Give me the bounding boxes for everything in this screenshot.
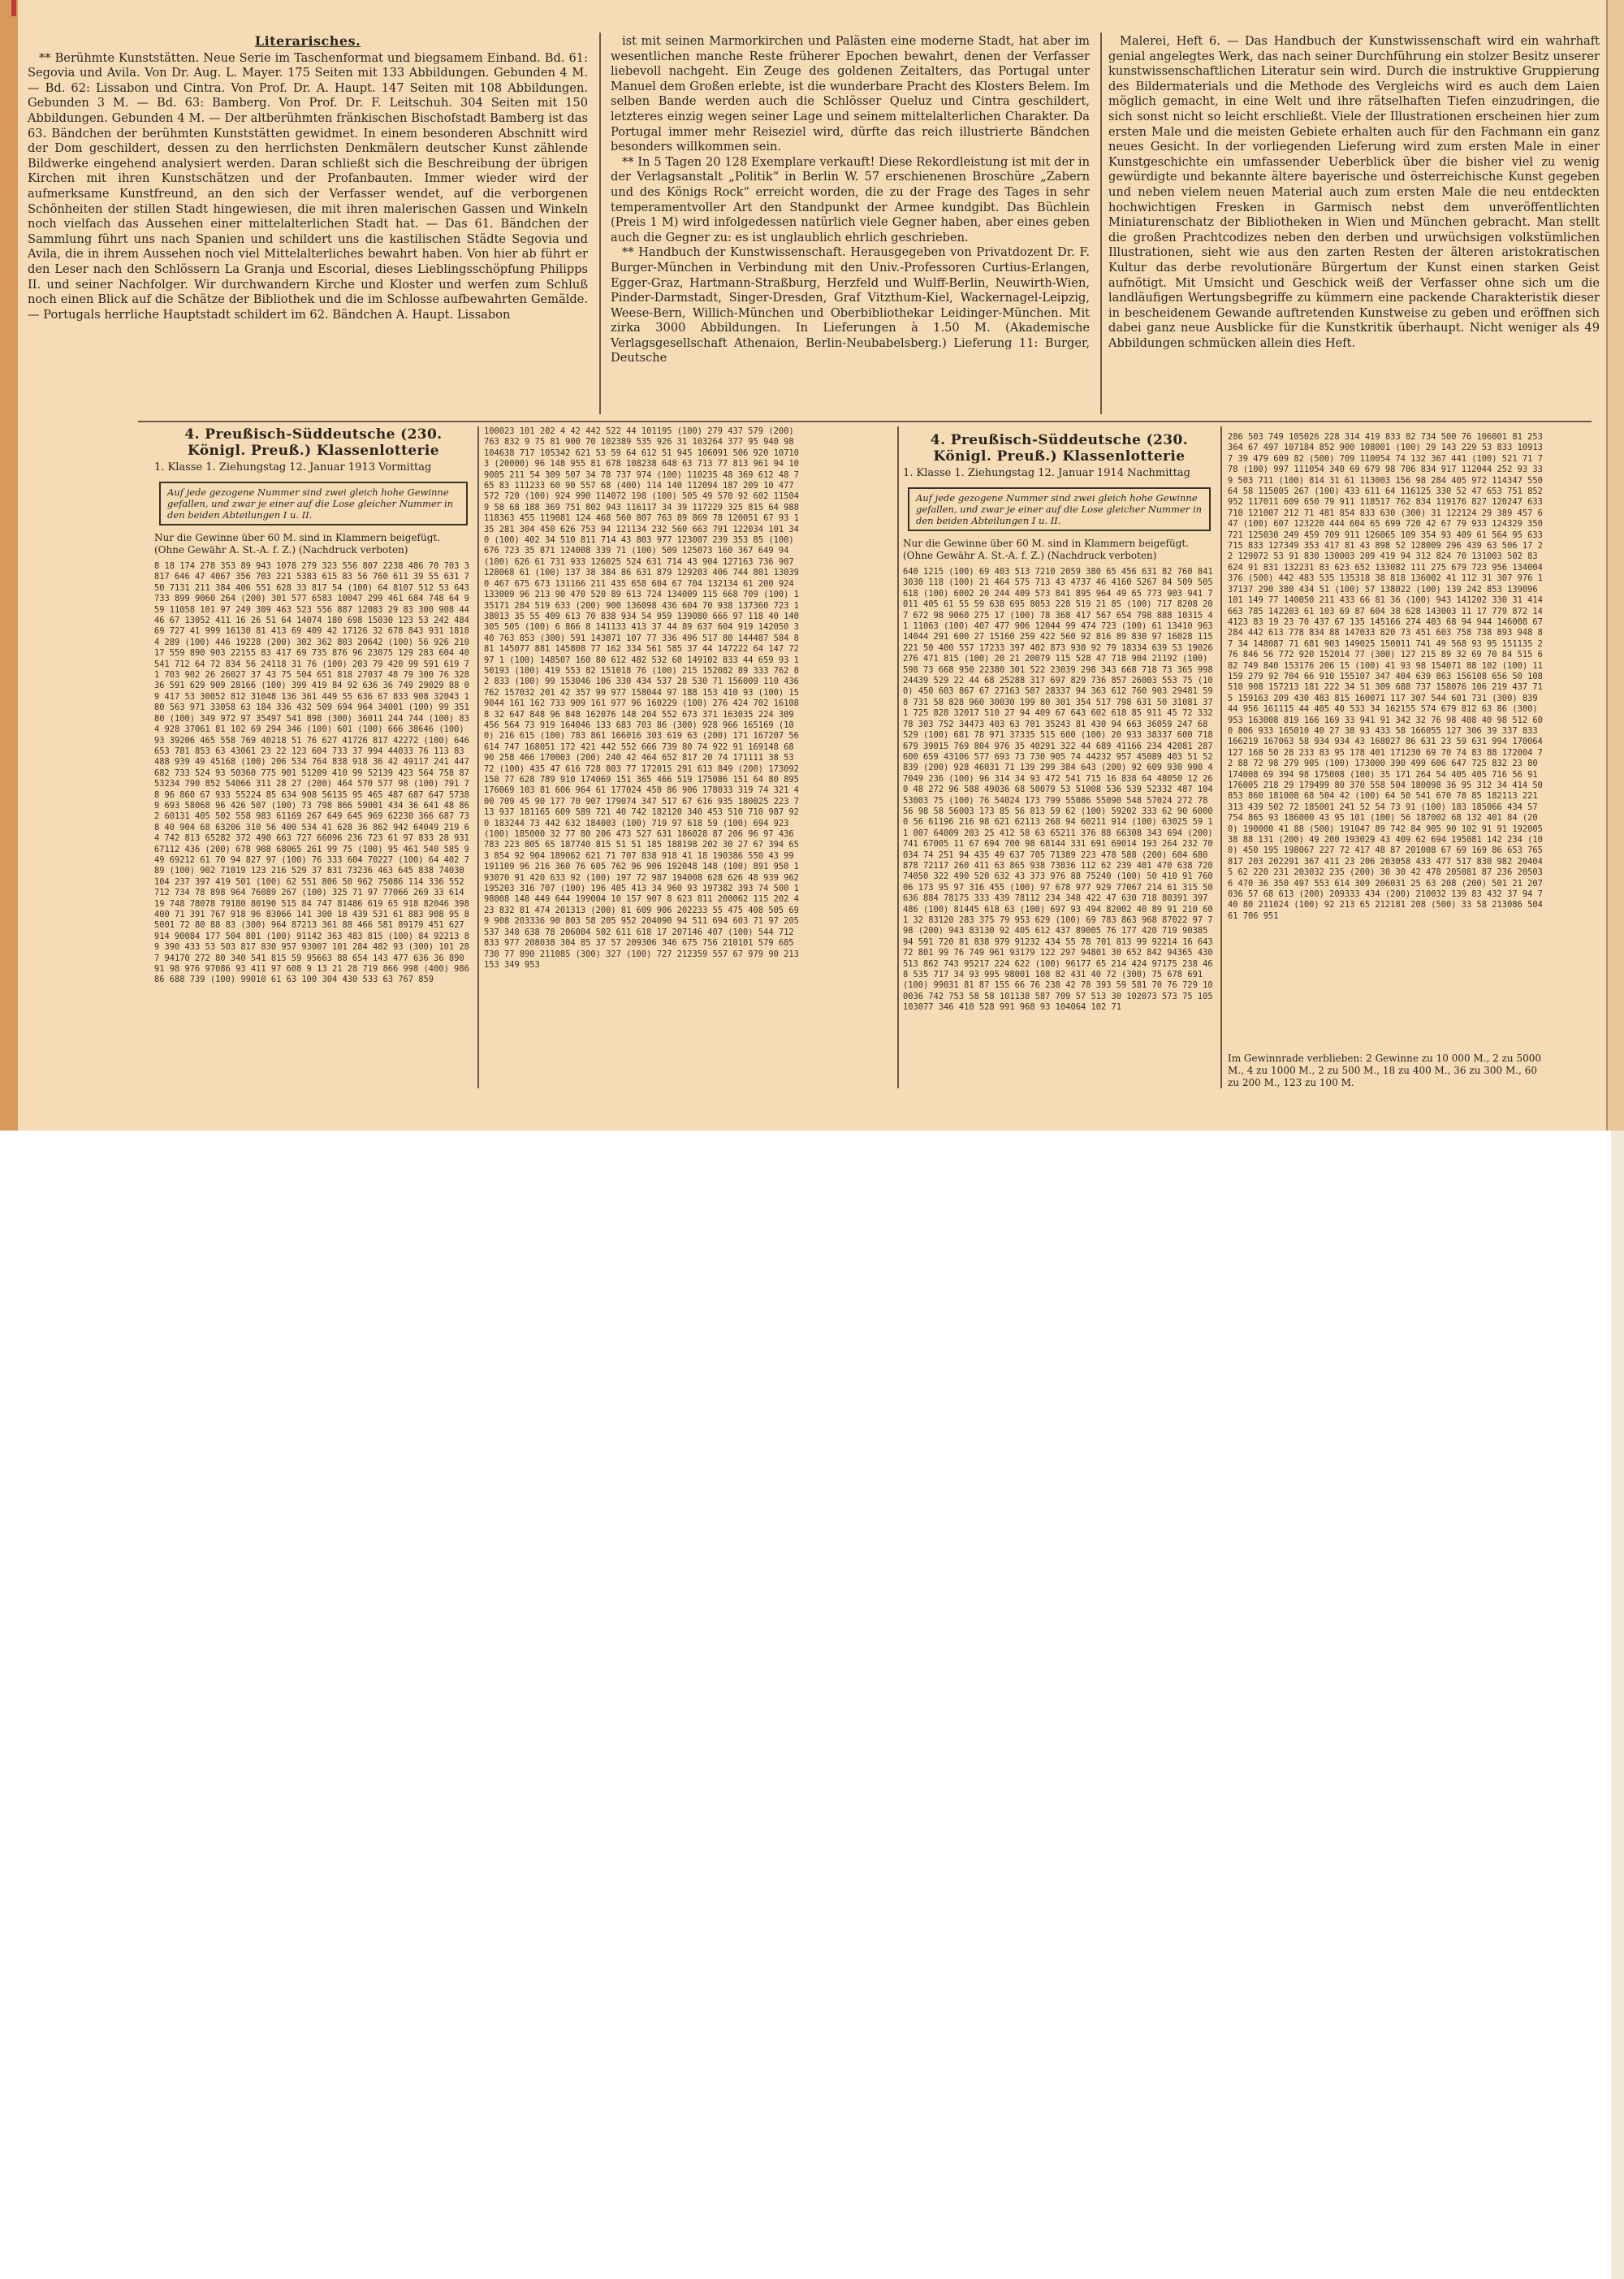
lottery-numbers: 640 1215 (100) 69 403 513 7210 2059 380 65 456 631 82 760 841 3030 118 (100) 21 464 575 713 43 4737 46 4160 5267 84 509 505 618 (100) 6002 20 244 409 573 841 895 964 49 65 773 903 941 7011 405 61 55 59 638 695 8053 228 519 21 85 (100) 717 8208 207 672 98 9060 275 17 (100) 78 368 417 567 654 798 888 10315 41 11063 (100) 407 477 906 12044 99 474 723 (100) 61 13410 963 14044 291 600 27 15160 259 422 560 92 816 89 830 97 16028 115 221 50 400 557 17233 397 402 873 930 92 79 18334 639 53 19026 276 471 815 (100) 20 21 20079 115 528 47 718 904 21192 (100) 598 73 668 950 22380 301 522 23039 298 343 668 718 73 365 998 24439 529 22 44 68 25288 317 697 829 736 857 26003 553 75 (100) 450 603 867 67 27163 507 28337 94 363 612 760 903 29481 598 731 58 828 960 30030 199 80 301 354 517 798 631 50 31081 371 725 828 32017 510 27 94 409 67 643 602 618 85 911 45 72 33278 303 752 34473 403 63 701 35243 81 430 94 663 36059 247 68 529 (100) 681 78 971 37335 515 600 (100) 20 933 38337 600 718 679 39015 769 804 976 35 40291 322 44 689 41166 234 42081 287 600 659 43106 577 693 73 730 905 74 44232 957 45089 403 51 52 839 (200) 928 46031 71 139 299 384 643 (200) 92 609 930 900 47049 236 (100) 96 314 34 93 472 541 715 16 838 64 48050 12 260 48 272 96 588 49036 68 50079 53 51008 536 539 52332 487 104 53003 75 (100) 76 54024 173 799 55086 55090 548 57024 272 78 56 98 58 56003 173 85 56 813 59 62 (100) 59202 333 62 90 60000 56 61196 216 98 621 62113 268 94 60211 914 (100) 63025 59 11 007 64009 203 25 412 58 63 65211 376 88 66308 343 694 (200) 741 67005 11 67 694 700 98 68144 331 691 69014 193 264 232 70034 74 251 94 435 49 637 705 71389 223 478 588 (200) 604 680 878 72117 260 411 63 865 938 73036 112 62 239 401 470 638 720 74050 322 490 520 632 43 373 976 88 75240 (100) 50 410 91 76006 173 95 97 316 455 (100) 97 678 977 929 77067 214 61 315 50 636 884 78175 333 439 78112 234 348 422 47 630 718 80391 397 486 (100) 81445 618 63 (100) 697 93 494 82002 40 89 91 210 601 32 83120 283 375 79 953 629 (100) 69 783 863 968 87022 97 798 (200) 943 83130 92 405 612 437 89005 76 177 420 719 90385 94 591 720 81 838 979 91232 434 55 78 701 813 99 92214 16 643 72 801 99 76 749 961 93179 122 297 94801 30 652 842 94365 430 513 862 743 95217 224 622 (100) 96177 65 214 424 97175 238 468 535 717 34 93 995 98001 108 82 431 40 72 (300) 75 678 691 (100) 99031 81 87 155 66 76 238 42 78 393 59 581 70 76 729 100036 742 753 58 58 101138 587 709 57 513 30 102073 573 75 105 103077 346 410 528 991 968 93 104064 102 71 — [903, 567, 1213, 1013]
article-zabern: ** In 5 Tagen 20 128 Exemplare verkauft! Diese Rekordleistung ist mit der in der Verlagsanstalt „Politik“ in Berlin W. 57 erschienenen Broschüre „Zabern und des Königs Rock“ erreicht worden, die zu der Frage des Tages in sehr temperamentvoller Art den Standpunkt der Armee kundgibt. Das Büchlein (Preis 1 M) wird infolgedessen natürlich viele Gegner haben, aber eines geben auch die Gegner zu: es ist unglaublich ehrlich geschrieben. — [611, 154, 1090, 244]
column-divider — [1100, 32, 1102, 414]
column-divider — [599, 32, 601, 414]
lottery-list-left — [154, 426, 473, 1105]
article-handbuch: ** Handbuch der Kunstwissenschaft. Herausgegeben von Privatdozent Dr. F. Burger-München in Verbindung mit den Univ.-Professoren Curtius-Erlangen, Egger-Graz, Hartmann-Straßburg, Herzfeld und Wulff-Berlin, Neuwirth-Wien, Pinder-Darmstadt, Singer-Dresden, Graf Vitzthum-Kiel, Wackernagel-Leipzig, Weese-Bern, Willich-München und Oberbibliothekar Leidinger-München. Mit zirka 3000 Abbildungen. In Lieferungen à 1.50 M. (Akademische Verlagsgesellschaft Athenaion, Berlin-Neubabelsberg.) Lieferung 11: Burger, Deutsche — [611, 245, 1090, 365]
article-column-3 — [1108, 34, 1600, 351]
article-kunststaetten: ** Berühmte Kunststätten. Neue Serie im Taschenformat und biegsamem Einband. Bd. 61: Segovia und Avila. Von Dr. Aug. L. Mayer. 175 Seiten mit 133 Abbildungen. Gebunden 4 M. — Bd. 62: Lissabon und Cintra. Von Prof. Dr. A. Haupt. 147 Seiten mit 108 Abbildungen. Gebunden 3 M. — Bd. 63: Bamberg. Von Prof. Dr. F. Leitschuh. 304 Seiten mit 150 Abbildungen. Gebunden 4 M. — Der altberühmten fränkischen Bischofstadt Bamberg ist das 63. Bändchen der berühmten Kunststätten gewidmet. In einem besonderen Abschnitt wird der Dom geschildert, dessen zu den herrlichsten Denkmälern deutscher Kunst zählende Bildwerke eingehend analysiert werden. Daran schließt sich die Beschreibung der übrigen Kirchen mit ihren Kunstschätzen und der Profanbauten. Immer wieder wird der aufmerksame Kunstfreund, an den sich der Verfasser wendet, auf die verborgenen Schönheiten der stillen Stadt hingewiesen, die mit ihren malerischen Gassen und Winkeln noch vielfach das Aussehen einer mittelalterlichen Stadt hat. — Das 61. Bändchen der Sammlung führt uns nach Spanien und schildert uns die kastilischen Städte Segovia und Avila, die in ihrem Aussehen noch viel Mittelalterliches bewahrt haben. Von hier ab führt er den Leser nach den Schlössern La Granja und Escorial, dieses Lieblingsschöpfung Philipps II. und seiner Nachfolger. Wir durchwandern Kirche und Kloster und werfen zum Schluß noch einen Blick auf die Schätze der Bibliothek und die im Schlosse aufbewahrten Gemälde. — Portugals herrliche Hauptstadt schildert im 62. Bändchen A. Haupt. Lissabon — [28, 50, 588, 322]
column-divider — [477, 426, 479, 1088]
lottery-note: Nur die Gewinne über 60 M. sind in Klammern beigefügt. (Ohne Gewähr A. St.-A. f. Z.) (Nachdruck verboten) — [903, 538, 1190, 561]
lottery-title: 4. Preußisch-Süddeutsche (230. Königl. Preuß.) Klassenlotterie — [184, 426, 443, 459]
lottery-note: Nur die Gewinne über 60 M. sind in Klammern beigefügt. (Ohne Gewähr A. St.-A. f. Z.) (Nachdruck verboten) — [154, 532, 441, 556]
lottery-numbers: 286 503 749 105026 228 314 419 833 82 734 500 76 106001 81 253 364 67 497 107184 852 900 108001 (100) 29 143 229 53 833 109137 39 479 609 82 (500) 709 110054 74 132 367 441 (100) 521 71 778 (100) 997 111054 340 69 679 98 706 834 917 112044 252 93 339 503 711 (100) 814 31 61 113003 156 98 284 405 972 114347 550 64 58 115005 267 (100) 433 611 64 116125 330 52 47 653 751 852 952 117011 609 650 79 911 118517 762 834 119176 827 120247 633 710 121007 212 71 481 854 833 630 (300) 31 122124 29 389 457 647 (100) 607 123220 444 604 65 699 720 42 67 79 933 124329 350 721 125030 249 459 709 911 126065 109 354 93 409 61 564 95 633 715 833 127349 353 417 81 43 898 52 128009 296 439 63 506 17 22 129072 53 91 830 130003 209 419 94 312 824 70 131003 502 83 624 91 831 132231 83 623 652 133082 111 275 679 723 956 134004 376 (500) 442 483 535 135318 38 818 136002 41 112 31 307 976 137137 290 380 434 51 (100) 57 138022 (100) 139 242 853 139096 101 149 77 140050 211 433 66 81 36 (100) 943 141202 330 31 414 663 785 142203 61 103 69 87 604 38 628 143003 11 17 779 872 144123 83 19 23 70 437 67 135 145166 274 403 68 94 944 146008 67 284 442 613 778 834 88 147033 820 73 451 603 758 738 893 948 87 34 148087 71 681 903 149025 150011 741 49 568 93 95 151135 276 846 56 772 920 152014 77 (300) 127 215 89 32 69 70 84 515 682 749 840 153176 206 15 (100) 41 93 98 154071 88 102 (100) 11 159 279 92 704 66 910 155107 347 404 639 863 156108 656 50 108 510 908 157213 181 222 34 51 309 688 737 158076 106 219 437 715 159163 209 430 483 815 160071 117 307 544 601 731 (300) 839 44 956 161115 44 405 40 533 34 162155 574 679 812 63 86 (300) 953 163008 819 166 169 33 941 91 342 32 76 98 408 40 98 512 600 806 933 165010 40 27 38 93 433 58 166055 127 306 39 337 833 166219 167063 58 934 934 43 168027 86 631 23 59 631 994 170064 127 168 50 28 233 83 95 178 401 171230 69 70 74 83 88 172004 72 88 72 98 279 905 (100) 173000 390 499 606 647 725 832 23 80 174008 69 394 98 175008 (100) 35 171 264 54 405 405 716 56 91 176005 218 29 179499 80 370 558 504 180098 36 95 312 34 414 50 853 860 181008 68 504 42 (100) 64 50 541 670 78 85 182113 221 313 439 502 72 185001 241 52 54 73 91 (100) 183 185066 434 57 754 865 93 186000 43 95 101 (100) 56 187002 68 132 401 84 (200) 190000 41 88 (500) 191047 89 742 84 905 90 102 91 91 192005 38 88 131 (200) 49 200 193029 43 409 62 694 195081 142 234 (100) 450 195 198067 227 72 417 48 87 201008 67 69 169 86 653 765 817 203 202291 367 411 23 206 203058 433 477 517 830 982 204045 62 220 231 203032 235 (200) 30 30 42 478 205081 87 236 205036 470 36 350 497 553 614 309 206031 25 63 208 (200) 501 21 207036 57 68 613 (200) 209333 434 (200) 210032 139 83 432 37 94 740 80 211024 (100) 92 213 65 212181 208 (500) 33 58 213086 504 61 706 951 — [1228, 432, 1543, 921]
column-divider — [1220, 426, 1222, 1088]
lottery-subtitle: 1. Klasse 1. Ziehungstag 12. Januar 1913 Vormittag — [154, 461, 432, 474]
article-column-2 — [611, 34, 1090, 366]
section-divider — [138, 421, 1592, 422]
lottery-notice-box: Auf jede gezogene Nummer sind zwei gleich hohe Gewinne gefallen, und zwar je einer auf die Lose gleicher Nummer in den beiden Abteilungen I u. II. — [908, 487, 1211, 531]
lottery-subtitle: 1. Klasse 1. Ziehungstag 12. Januar 1914 Nachmittag — [903, 467, 1190, 479]
clipping-left-edge — [0, 0, 18, 1131]
fold-line — [1606, 0, 1608, 1131]
lottery-list-right — [903, 432, 1216, 1107]
article-column-1 — [28, 34, 588, 322]
lottery-numbers: 8 18 174 278 353 89 943 1078 279 323 556 807 2238 486 70 703 3817 646 47 4067 356 703 221 5383 615 83 56 760 611 39 55 631 750 7131 211 384 406 551 628 33 817 54 (100) 64 8107 512 53 643 733 899 9060 264 (200) 301 577 6583 10047 299 461 684 748 64 959 11058 101 97 249 309 463 523 556 887 12083 29 83 300 908 44 46 67 13052 411 16 26 51 64 14074 180 698 15030 123 53 242 484 69 727 41 999 16130 81 413 69 409 42 17126 32 678 843 931 18184 289 (100) 446 19228 (200) 302 362 803 20642 (100) 56 926 21017 559 890 903 22155 83 417 69 735 876 96 23075 129 283 604 40 541 712 64 72 834 56 24118 31 76 (100) 203 79 420 99 591 619 71 703 902 26 26027 37 43 75 504 651 818 27037 48 79 300 76 328 36 591 629 909 28166 (100) 399 419 84 92 636 36 749 29029 88 09 417 53 30052 812 31048 136 361 449 55 636 67 833 908 32043 180 563 971 33058 63 184 336 432 509 694 964 34001 (100) 99 35180 (100) 349 972 97 35497 541 898 (300) 36011 244 744 (100) 834 928 37061 81 102 69 294 346 (100) 601 (100) 666 38646 (100) 93 39206 465 558 769 40218 51 76 627 41726 817 42272 (100) 646 653 781 853 63 43061 23 22 123 604 733 37 994 44033 76 113 83 488 939 49 45168 (100) 206 534 764 838 918 36 42 49117 241 447 682 733 524 93 50360 775 901 51209 410 99 52139 423 564 758 87 53234 790 852 54066 311 28 27 (200) 464 570 577 98 (100) 791 78 96 860 67 933 55224 85 634 908 56135 95 465 487 687 647 57389 693 58068 96 426 507 (100) 73 798 866 59001 434 36 641 48 862 60131 405 502 558 983 61169 267 649 645 969 62230 366 687 738 40 904 68 63206 310 56 400 534 41 628 36 862 942 64049 219 64 742 813 65282 372 490 663 727 66096 236 723 61 97 833 28 931 67112 436 (200) 678 908 68065 261 99 75 (100) 95 461 540 585 949 69212 61 70 94 827 97 (100) 76 333 604 70227 (100) 64 402 789 (100) 902 71019 123 216 529 37 831 73236 463 645 838 74030 104 237 397 419 501 (100) 62 551 806 50 962 75086 114 336 552 712 734 78 898 964 76089 267 (100) 325 71 97 77066 269 33 614 19 748 78078 79180 80190 515 84 747 81486 619 65 918 82046 398 400 71 391 767 918 96 83066 141 300 18 439 531 61 883 908 95 85001 72 80 88 83 (300) 964 87213 361 88 466 581 89179 451 627 914 90084 177 504 801 (100) 91142 363 483 815 (100) 84 92213 89 390 433 53 503 817 830 957 93007 101 284 482 93 (300) 101 287 94170 272 80 340 541 815 59 95663 88 654 143 477 636 36 890 91 98 976 97086 93 411 97 608 9 13 21 28 719 866 998 (400) 98686 688 739 (100) 99010 61 63 100 304 430 533 63 767 859 — [154, 561, 469, 985]
lottery-numbers: 100023 101 202 4 42 442 522 44 101195 (100) 279 437 579 (200) 763 832 9 75 81 900 70 102389 535 926 31 103264 377 95 940 98 104638 717 105342 621 53 59 64 612 51 945 106091 506 920 107103 (20000) 96 148 955 81 678 108238 648 63 713 77 813 961 94 109005 211 54 309 507 34 78 737 974 (100) 110235 48 369 612 48 765 83 111233 60 90 557 68 (400) 114 140 112094 187 209 10 477 572 720 (100) 924 990 114072 198 (100) 505 49 570 92 602 115049 58 68 188 369 751 802 943 116117 34 39 117229 325 815 64 988 118363 455 119081 124 468 560 807 763 89 869 78 120051 67 93 135 281 304 450 626 753 94 121134 232 560 663 791 122034 101 340 (100) 402 34 510 811 714 43 803 977 123007 239 353 85 (100) 676 723 35 871 124008 339 71 (100) 509 125073 160 367 649 94 (100) 626 61 731 933 126025 524 631 714 43 904 127163 736 907 128068 61 (100) 137 38 384 86 631 879 129203 406 744 801 130390 467 675 673 131166 211 435 658 604 67 704 132134 61 200 924 133009 96 213 90 470 520 89 613 724 134009 115 668 709 (100) 135171 284 519 633 (200) 900 136098 436 604 70 938 137360 723 138013 35 55 409 613 70 838 934 54 959 139080 666 97 118 40 140305 505 (100) 6 866 8 141133 413 37 44 89 637 604 919 142050 340 763 853 (300) 591 143071 107 77 336 496 517 80 144487 584 881 145077 881 145808 77 162 334 561 585 37 44 147222 64 147 72 97 1 (100) 148507 160 80 612 482 532 60 149102 833 44 659 93 150193 (100) 419 553 82 151018 76 (100) 215 152082 89 333 762 82 833 (100) 99 153046 106 330 434 537 28 530 71 156009 110 436 762 157032 201 42 357 99 977 158044 97 188 153 410 93 (100) 159044 161 162 733 909 161 977 96 160229 (100) 276 424 702 161088 32 647 848 96 848 162076 148 204 552 673 371 163035 224 309 456 564 73 919 164046 133 683 703 86 (300) 928 966 165169 (100) 216 615 (100) 783 861 166016 303 619 63 (200) 171 167207 56 614 747 168051 172 421 442 552 666 739 80 74 922 91 169148 68 90 258 466 170003 (200) 240 42 464 652 817 20 74 171111 38 53 72 (100) 435 47 616 728 803 77 172015 291 613 849 (200) 173092 150 77 628 789 910 174069 151 365 466 519 175086 151 64 80 895 176069 103 81 606 964 61 177024 450 86 906 178033 319 74 321 400 709 45 90 177 70 907 179074 347 517 67 616 935 180025 223 713 937 181165 609 589 721 40 742 182120 340 453 510 710 987 920 183244 73 442 632 184003 (100) 719 97 618 59 (100) 694 923 (100) 185000 32 77 80 206 473 527 631 186028 87 206 96 97 436 783 223 805 65 187740 815 51 51 185 188198 202 30 27 67 394 653 854 92 904 189062 621 71 707 838 918 41 18 190386 550 43 99 191109 96 216 360 76 605 762 96 906 192048 148 (100) 891 950 193070 91 420 633 92 (100) 197 72 987 194008 628 626 48 939 962 195203 316 707 (100) 196 405 413 34 960 93 197382 393 74 500 198008 148 449 644 199004 10 157 907 8 623 811 200062 115 202 423 832 81 474 201313 (200) 81 609 906 202233 55 475 408 505 699 908 203336 90 803 58 205 952 204090 94 511 694 603 71 97 205537 348 638 78 206004 502 611 618 17 207146 407 (100) 544 712 833 977 208038 304 85 37 57 209306 346 675 756 210101 579 685 730 77 890 211085 (300) 327 (100) 727 212359 557 67 979 90 213153 349 953 — [484, 426, 799, 970]
page-right-edge — [1611, 1131, 1624, 2279]
lottery-notice-box: Auf jede gezogene Nummer sind zwei gleich hohe Gewinne gefallen, und zwar je einer auf die Lose gleicher Nummer in den beiden Abteilungen I u. II. — [159, 482, 468, 525]
lottery-list-left-cont — [484, 426, 801, 1092]
column-divider — [897, 426, 899, 1088]
red-edge-mark — [11, 0, 16, 16]
article-kunststaetten-cont: ist mit seinen Marmorkirchen und Palästen eine moderne Stadt, hat aber im wesentlichen manche Reste früherer Epochen bewahrt, denen der Verfasser liebevoll nachgeht. Ein Zeuge des goldenen Zeitalters, das Portugal unter Manuel dem Großen erlebte, ist die wunderbare Pracht des Klosters Belem. Im selben Bande werden auch die Schlösser Queluz und Cintra geschildert, letzteres einzig wegen seiner Lage und seinem mittelalterlichen Charakter. Da Portugal immer mehr Reiseziel wird, dürfte das reich illustrierte Bändchen besonders willkommen sein. — [611, 34, 1090, 154]
article-handbuch-cont: Malerei, Heft 6. — Das Handbuch der Kunstwissenschaft wird ein wahrhaft genial angelegtes Werk, das nach seiner Durchführung ein stolzer Besitz unserer kunstwissenschaftlichen Literatur sein wird. Durch die instruktive Gruppierung des Bildermaterials und die Methode des Vergleichs wird es auch dem Laien möglich gemacht, in eine Welt und ihre rätselhaften Tiefen einzudringen, die sich sonst nicht so leicht erschließt. Viele der Illustrationen erscheinen hier zum ersten Male und die meisten Gebiete erhalten auch für den Fachmann ein ganz neues Gesicht. In der vorliegenden Lieferung wird zum ersten Male in einer Kunstgeschichte ein umfassender Ueberblick über die bisher viel zu wenig gewürdigte und bekannte ältere bayerische und österreichische Kunst gegeben und neben vielem neuen Material auch zum ersten Male die neu entdeckten hochwichtigen Fresken in Garmisch nebst dem unveröffentlichten Miniaturenschatz der Bibliotheken in Wien und München gebracht. Man stellt die großen Prachtcodizes neben den derben und urwüchsigen volkstümlichen Illustrationen, sieht wie aus den zarten Resten der älteren aristokratischen Kultur das derbe revolutionäre Bürgertum der Kunst einen starken Geist aufnötigt. Mit Umsicht und Geschick weiß der Verfasser ohne sich um die landläufigen Wertungsbegriffe zu kümmern eine packende Charakteristik dieser in bescheidenem Gewande auftretenden Kunstweise zu geben und eröffnen sich dabei ganz neue Ausblicke für die Kunstkritik überhaupt. Nicht weniger als 49 Abbildungen schmücken allein dies Heft. — [1108, 34, 1600, 350]
lottery-title: 4. Preußisch-Süddeutsche (230. Königl. Preuß.) Klassenlotterie — [930, 432, 1189, 465]
lottery-remaining-note: Im Gewinnrade verblieben: 2 Gewinne zu 10 000 M., 2 zu 5000 M., 4 zu 1000 M., 2 zu 500 M., 18 zu 400 M., 36 zu 300 M., 60 zu 200 M., 123 zu 100 M. — [1228, 1053, 1541, 1088]
lottery-list-right-cont — [1228, 432, 1546, 1089]
clipping-right-edge — [1606, 0, 1624, 1131]
section-heading: Literarisches. — [254, 33, 361, 49]
